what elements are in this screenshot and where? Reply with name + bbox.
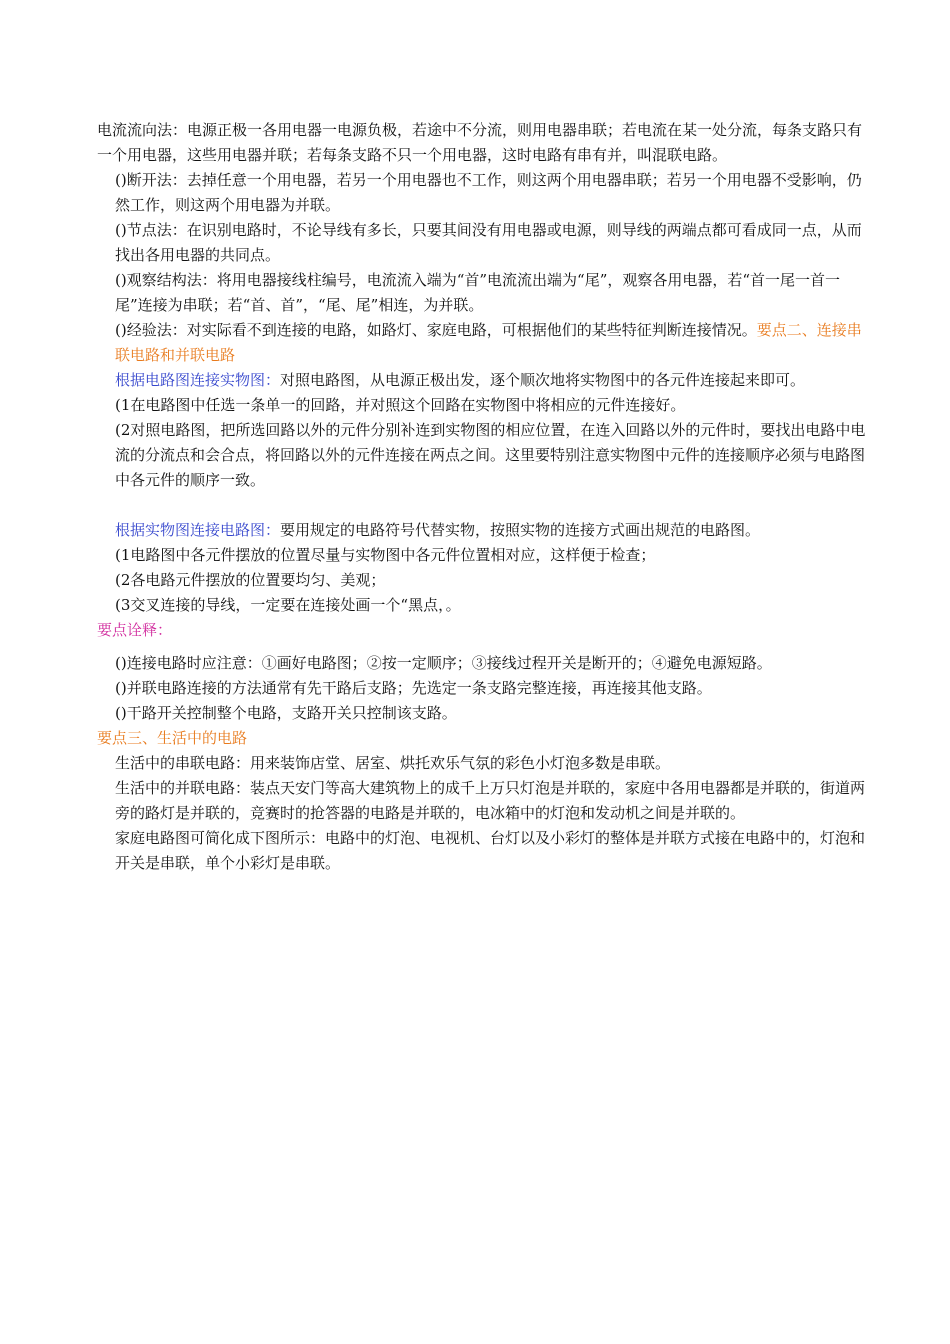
- note-item-3: ()干路开关控制整个电路，支路开关只控制该支路。: [115, 704, 457, 722]
- method-title-diagram-to-real: 根据电路图连接实物图：: [115, 371, 281, 389]
- notes-title: 要点诠释：: [97, 621, 173, 639]
- real-to-diagram-body: 要用规定的电路符号代替实物，按照实物的连接方式画出规范的电路图。: [280, 521, 761, 539]
- paragraph-r2d-step-3: (3交叉连接的导线，一定要在连接处画一个“黑点，。: [115, 596, 461, 614]
- paragraph-current-direction-method: 电流流向法：电源正极一各用电器一电源负极，若途中不分流，则用电器串联；若电流在某一处分流，每条支路只有一个用电器，这些用电器并联；若每条支路不只一个用电器，这时电路有串有并，叫混联电路。: [97, 121, 863, 164]
- paragraph-real-to-diagram: [97, 518, 867, 543]
- document-page: [97, 118, 867, 876]
- paragraph-break-method: ()断开法：去掉任意一个用电器，若另一个用电器也不工作，则这两个用电器串联；若另一个用电器不受影响，仍然工作，则这两个用电器为并联。: [115, 171, 862, 214]
- paragraph-diagram-to-real: [97, 368, 867, 393]
- note-item-2: ()并联电路连接的方法通常有先干路后支路；先选定一条支路完整连接，再连接其他支路。: [115, 679, 712, 697]
- paragraph-d2r-step-2: (2对照电路图，把所选回路以外的元件分别补连到实物图的相应位置，在连入回路以外的元件时，要找出电路中电流的分流点和会合点，将回路以外的元件连接在两点之间。这里要特别注意实物图中元件的连接顺序必须与电路图中各元件的顺序一致。: [115, 421, 866, 489]
- paragraph-r2d-step-1: (1电路图中各元件摆放的位置尽量与实物图中各元件位置相对应，这样便于检查；: [115, 546, 656, 564]
- paragraph-life-parallel: 生活中的并联电路：装点天安门等高大建筑物上的成千上万只灯泡是并联的，家庭中各用电器都是并联的，街道两旁的路灯是并联的，竞赛时的抢答器的电路是并联的，电冰箱中的灯泡和发动机之间是并联的。: [115, 779, 866, 822]
- diagram-to-real-body: 对照电路图，从电源正极出发，逐个顺次地将实物图中的各元件连接起来即可。: [280, 371, 806, 389]
- experience-method-text: ()经验法：对实际看不到连接的电路，如路灯、家庭电路，可根据他们的某些特征判断连接情况。: [115, 321, 757, 339]
- method-title-real-to-diagram: 根据实物图连接电路图：: [115, 521, 281, 539]
- paragraph-observe-structure-method: ()观察结构法：将用电器接线柱编号，电流流入端为“首”电流流出端为“尾”，观察各用电器，若“首一尾一首一尾”连接为串联；若“首、首”，“尾、尾”相连，为并联。: [115, 271, 841, 314]
- section-heading-3: 要点三、生活中的电路: [97, 729, 248, 747]
- paragraph-d2r-step-1: (1在电路图中任选一条单一的回路，并对照这个回路在实物图中将相应的元件连接好。: [115, 396, 686, 414]
- spacer: [97, 493, 867, 518]
- paragraph-life-series: 生活中的串联电路：用来装饰店堂、居室、烘托欢乐气氛的彩色小灯泡多数是串联。: [115, 754, 671, 772]
- paragraph-home-circuit: 家庭电路图可简化成下图所示：电路中的灯泡、电视机、台灯以及小彩灯的整体是并联方式接在电路中的，灯泡和开关是串联，单个小彩灯是串联。: [115, 829, 866, 872]
- note-item-1: ()连接电路时应注意：①画好电路图；②按一定顺序；③接线过程开关是断开的；④避免电源短路。: [115, 654, 772, 672]
- spacer: [97, 643, 867, 651]
- paragraph-r2d-step-2: (2各电路元件摆放的位置要均匀、美观；: [115, 571, 386, 589]
- paragraph-node-method: ()节点法：在识别电路时，不论导线有多长，只要其间没有用电器或电源，则导线的两端点都可看成同一点，从而找出各用电器的共同点。: [115, 221, 862, 264]
- paragraph-experience-method: [97, 318, 867, 368]
- section-heading-2: 要点二、连接串联电路和并联电路: [115, 321, 862, 364]
